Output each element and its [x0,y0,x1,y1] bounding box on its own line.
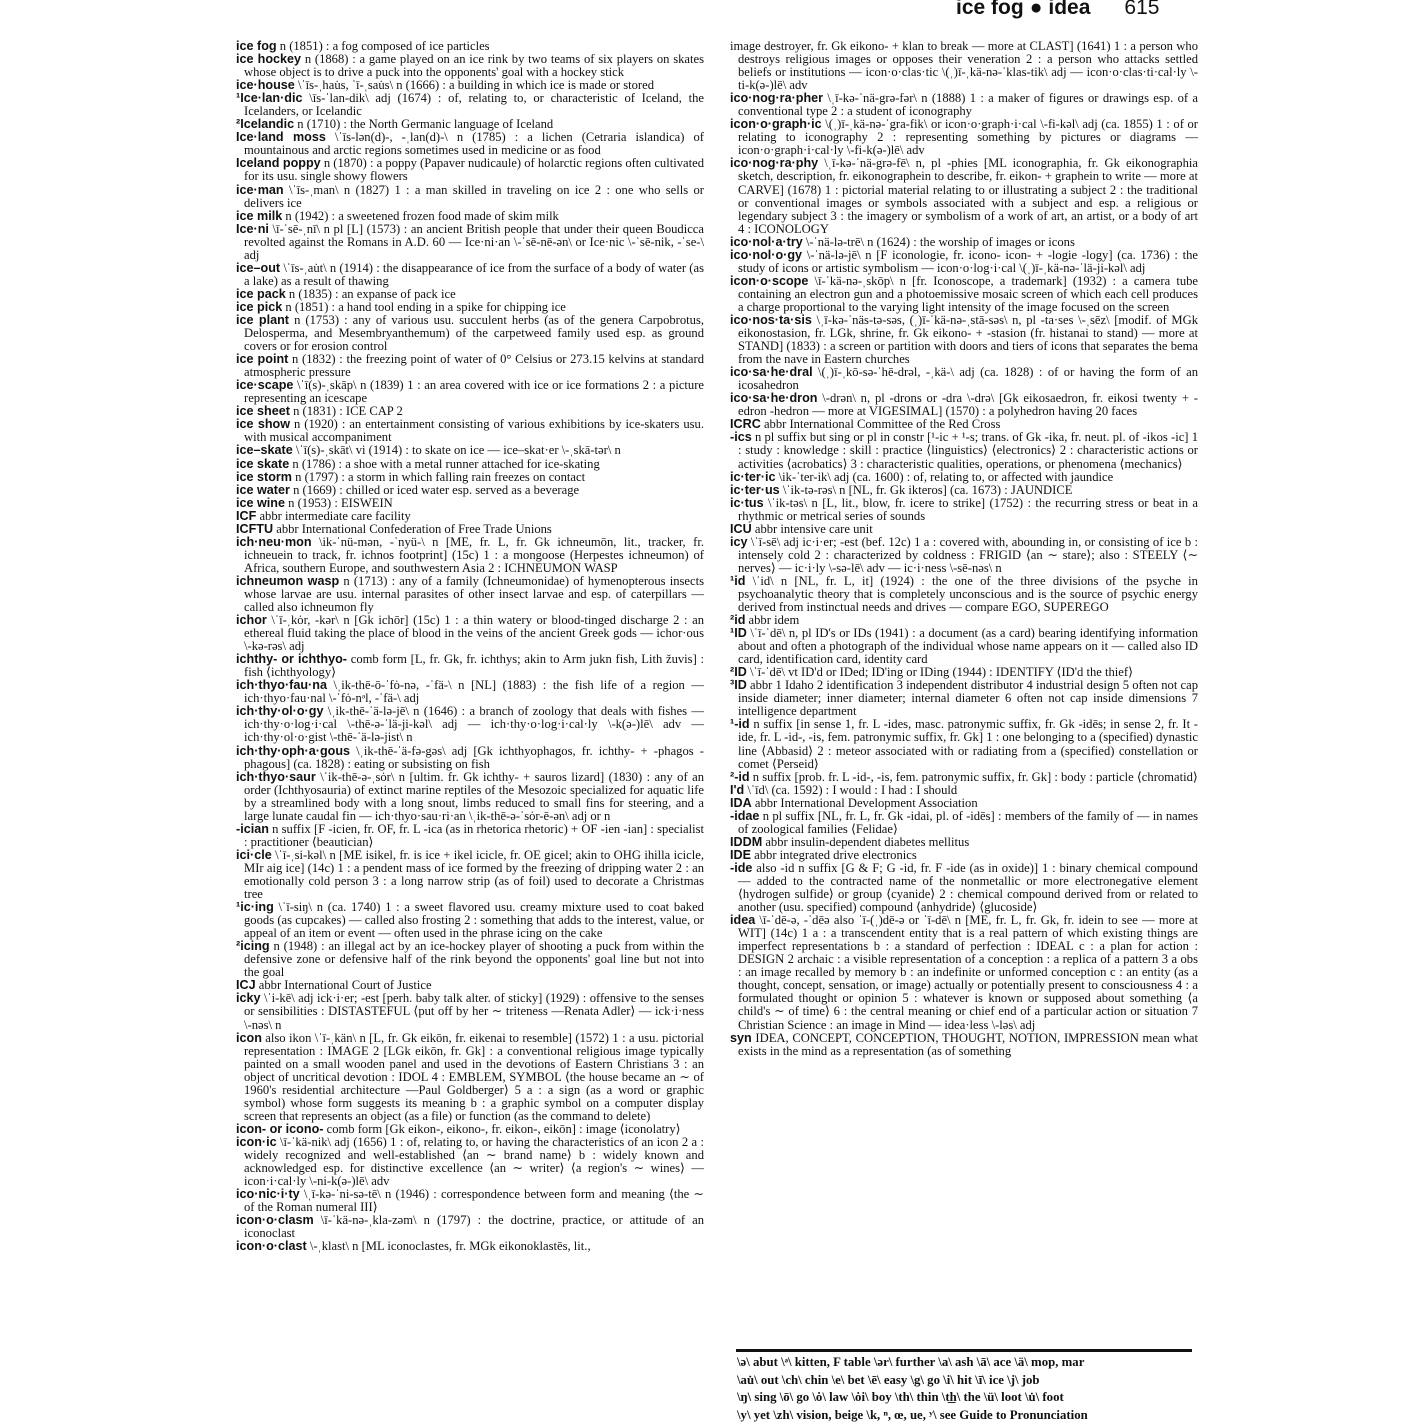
definition-text: n (1713) : any of a family (Ichneumonidae) of hymenopterous insects whose larvae are usu. internal parasites of other insect larvae and esp. of caterpillars — called also ichneumon fly [244,574,704,614]
definition-text: \ˈī-ˈdē\ n, pl ID's or IDs (1941) : a document (as a card) bearing identifying information about and often a photograph of the individual whose name appears on it — called also ID card, identification card, identity card [738,626,1198,666]
key-line: \au̇\ out \ch\ chin \e\ bet \ē\ easy \g\ go \i\ hit \ī\ ice \j\ job [737,1372,1193,1390]
dictionary-entry [730,92,1198,118]
dictionary-entry [730,497,1198,523]
headword: icon·o·clast [236,1239,307,1253]
definition-text: \ī-ˈkä-nə-ˌkla-zəm\ n (1797) : the doctrine, practice, or attitude of an iconoclast [244,1213,704,1240]
headword: ice wine [236,496,285,510]
headword: ³ID [730,678,747,692]
dictionary-entry [730,718,1198,770]
headword: ice skate [236,457,289,471]
dictionary-entry [236,940,704,979]
headword: icon- or icono- [236,1122,323,1136]
dictionary-entry [236,849,704,901]
definition-text: n (1786) : a shoe with a metal runner attached for ice-skating [292,457,599,471]
headword: I'd [730,783,744,797]
headword: ²Icelandic [236,117,294,131]
headword: icky [236,991,261,1005]
headword: ice hockey [236,52,301,66]
definition-text: \ik-ˈter-ik\ adj (ca. 1600) : of, relating to, or affected with jaundice [779,470,1114,484]
headword: ic·tus [730,496,764,510]
definition-text: \ˌik-thē-ō-ˈfȯ-nə, -ˈfä-\ n [NL] (1883) : the fish life of a region — ich·thyo·fau·nal \-ˈfȯ-nᵊl, -ˈfä-\ adj [244,678,704,705]
headword: ice storm [236,470,292,484]
dictionary-entry [730,810,1198,836]
dictionary-entry [730,431,1198,470]
headword: ic·ter·us [730,483,780,497]
dictionary-entry [730,275,1198,314]
definition-text: IDEA, CONCEPT, CONCEPTION, THOUGHT, NOTION, IMPRESSION mean what exists in the mind as a representation (as of something [738,1031,1198,1058]
definition-text: n (1831) : ICE CAP 2 [293,404,403,418]
dictionary-entry [236,262,704,288]
dictionary-entry [236,536,704,575]
dictionary-entry [730,914,1198,1031]
dictionary-entry [236,184,704,210]
headword: ²ID [730,665,747,679]
definition-text: n (1832) : the freezing point of water of 0° Celsius or 273.15 kelvins at standard atmospheric pressure [244,352,704,379]
definition-text: \ˈī(s)-ˌskāt\ vi (1914) : to skate on ice — ice–skat·er \-ˌskā-tər\ n [296,443,621,457]
headword: ice water [236,483,290,497]
headword: ICF [236,509,256,523]
dictionary-entry [236,614,704,653]
headword: ico·nos·ta·sis [730,313,812,327]
headword: -ide [730,861,752,875]
dictionary-entry [730,249,1198,275]
headword: Ice·ni [236,222,269,236]
headword: ich·neu·mon [236,535,312,549]
headword: idea [730,913,755,927]
definition-text: abbr 1 Idaho 2 identification 3 independent distributor 4 industrial design 5 often not cap inside diameter; inner diameter; internal diameter 6 often not cap inside dimensions 7 intelligence department [738,678,1198,718]
definition-text: \ˌī-kə-ˈnä-grə-fər\ n (1888) 1 : a maker of figures or drawings esp. of a conventional type 2 : a student of iconography [738,91,1198,118]
dictionary-entry [730,679,1198,718]
running-head [956,0,1159,20]
headword: ICU [730,522,752,536]
headword: ice pick [236,300,282,314]
definition-text: \ˈik-thē-ə-ˌsȯr\ n [ultim. fr. Gk ichthy- + sauros lizard] (1830) : any of an order (Ichthyosauria) of extinct marine reptiles of the Mesozoic specialized for aquatic life by a streamlined body with a long snout, limbs reduced to small fins for steering, and a large lunate caudal fin — ich·thyo·sau·ri·an \ˌik-thē-ə-ˈsȯr-ē-ən\ adj or n [244,770,704,823]
dictionary-entry [730,862,1198,914]
headword: IDE [730,848,751,862]
definition-text: \ˈik-tə-rəs\ n [NL, fr. Gk ikteros] (ca. 1673) : JAUNDICE [783,483,1073,497]
definition-text: \-drən\ n, pl -drons or -dra \-drə\ [Gk eikosaedron, fr. eikosi twenty + -edron -hedron — more at VIGESIMAL] (1570) : a polyhedron having 20 faces [738,391,1198,418]
headword: ice sheet [236,404,290,418]
headword: ice fog [236,39,277,53]
page-number: 615 [1124,0,1159,19]
definition-text: abbr International Confederation of Free Trade Unions [276,522,552,536]
dictionary-entry [236,745,704,771]
definition-text: n (1753) : any of various usu. succulent herbs (as of the genera Carpobrotus, Delosperma, and Mesembryanthemum) of the carpetweed family used esp. as ground covers or for erosion control [244,313,704,353]
definition-text: \ˈī-siŋ\ n (ca. 1740) 1 : a sweet flavored usu. creamy mixture used to coat baked goods (as cupcakes) — called also frosting 2 : something that adds to the interest, value, or appeal of an item or event — often used in the phrase icing on the cake [244,900,704,940]
headword: ice·man [236,183,284,197]
dictionary-entry [730,118,1198,157]
definition-text: \ˈī(s)-ˌskāp\ n (1839) 1 : an area covered with ice or ice formations 2 : a picture representing an icescape [244,378,704,405]
headword: ichneumon wasp [236,574,339,588]
dictionary-entry [236,575,704,614]
definition-text: \ik-ˈnü-mən, -ˈnyü-\ n [ME, fr. L, fr. Gk ichneumōn, lit., tracker, fr. ichneuein to track, fr. ichnos footprint] (15c) 1 : a mongoose (Herpestes ichneumon) of Africa, southern Europe, and southwestern Asia 2 : ICHNEUMON WASP [244,535,704,575]
definition-text: \ˈīs-ˌhau̇s, ˈī-ˌsau̇s\ n (1666) : a building in which ice is made or stored [298,78,654,92]
headword: ici·cle [236,848,272,862]
definition-text: \ˈī-ˌsi-kəl\ n [ME isikel, fr. is ice + ikel icicle, fr. OE gicel; akin to OHG ihilla icicle, MIr aig ice] (14c) 1 : a pendent mass of ice formed by the freezing of dripping water 2 : an emotionally cold person 3 : a long narrow strip (as of foil) used to decorate a Christmas tree [244,848,704,901]
definition-text: also ikon \ˈī-ˌkän\ n [L, fr. Gk eikōn, fr. eikenai to resemble] (1572) 1 : a usu. pictorial representation : IMAGE 2 [LGk eikōn, fr. Gk] : a conventional religious image typically painted on a small wooden panel and used in the devotions of Eastern Christians 3 : an object of uncritical devotion : IDOL 4 : EMBLEM, SYMBOL ⟨the house became an ∼ of 1960's residential architecture —Paul Goldberger⟩ 5 a : a sign (as a word or graphic symbol) whose form suggests its meaning b : a graphic symbol on a computer display screen that represents an object (as a file) or function (as the command to delete) [244,1031,704,1123]
dictionary-entry [236,1136,704,1188]
definition-text: n suffix [F -icien, fr. OF, fr. L -ica (as in rhetorica rhetoric) + OF -ien -ian] : specialist : practitioner ⟨beautician⟩ [244,822,704,849]
headword: ice–skate [236,443,293,457]
headword: ico·nol·a·try [730,235,803,249]
definition-text: n (1942) : a sweetened frozen food made of skim milk [285,209,558,223]
dictionary-entry [236,53,704,79]
headword: ¹ID [730,626,747,640]
definition-text: n (1835) : an expanse of pack ice [289,287,456,301]
headword: icon·ic [236,1135,277,1149]
key-line: \ə\ abut \ᵊ\ kitten, F table \ər\ further \a\ ash \ā\ ace \ä\ mop, mar [737,1354,1193,1372]
definition-text: \-ˌklast\ n [ML iconoclastes, fr. MGk eikonoklastēs, lit., [310,1239,591,1253]
headword: ice–out [236,261,280,275]
headword: Iceland poppy [236,156,321,170]
headword: ico·nol·o·gy [730,248,802,262]
dictionary-entry [236,705,704,744]
definition-text: \ˈīd\ (ca. 1592) : I would : I had : I should [747,783,957,797]
definition-text: n pl suffix [NL, fr. L, fr. Gk -idai, pl. of -idēs] : members of the family of — in names of zoological families ⟨Felidae⟩ [738,809,1198,836]
definition-text: \ˈī-sē\ adj ic·i·er; -est (bef. 12c) 1 a : covered with, abounding in, or consisting of ice b : intensely cold 2 : characterized by coldness : FRIGID ⟨an ∼ stare⟩; also : STEELY ⟨∼ nerves⟩ — ic·i·ly \-sə-lē\ adv — ic·i·ness \-sē-nəs\ n [738,535,1198,575]
definition-text: n (1948) : an illegal act by an ice-hockey player of shooting a puck from within the defensive zone or defensive half of the rink beyond the opponents' goal line but not into the goal [244,939,704,979]
headword: ¹-id [730,717,750,731]
headword: ²-id [730,770,750,784]
dictionary-entry [236,418,704,444]
definition-text: n suffix [in sense 1, fr. L -ides, masc. patronymic suffix, fr. Gk -idēs; in sense 2, fr. It -ide, fr. L -id-, -is, fem. patronymic suffix, fr. Gk] 1 : one belonging to a (specified) dynastic line ⟨Abbasid⟩ 2 : meteor associated with or radiating from a (specified) constellation or comet ⟨Perseid⟩ [738,717,1198,770]
headword: ICRC [730,417,761,431]
headword: ²id [730,613,745,627]
dictionary-entry [236,679,704,705]
headword: ico·sa·he·dron [730,391,817,405]
definition-text: \ˌik-thē-ˈä-lə-jē\ n (1646) : a branch of zoology that deals with fishes — ich·thy·o·log·i·cal \-thē-ə-ˈlä-ji-kəl\ adj — ich·thy·o·log·i·cal·ly \-k(ə-)lē\ adv — ich·thy·ol·o·gist \-thē-ˈä-lə-jist\ n [244,704,704,744]
definition-text: abbr International Committee of the Red Cross [764,417,1000,431]
definition-text: comb form [L, fr. Gk, fr. ichthys; akin to Arm jukn fish, Lith žuvis] : fish ⟨ichthyology⟩ [244,652,704,679]
headword: IDA [730,796,752,810]
dictionary-entry [730,40,1198,92]
definition-text: \(ˌ)ī-ˌkä-nə-ˈgra-fik\ or icon·o·graph·i·cal \-fi-kəl\ adj (ca. 1855) 1 : of or relating to iconography 2 : representing something by pictures or diagrams — icon·o·graph·i·cal·ly \-fi-k(ə-)lē\ adv [738,117,1198,157]
headword: ice point [236,352,288,366]
definition-text: abbr International Court of Justice [259,978,432,992]
definition-text: \ˌik-thē-ˈä-fə-gəs\ adj [Gk ichthyophagos, fr. ichthy- + -phagos -phagous] (ca. 1828) : eating or subsisting on fish [244,744,704,771]
headword: ico·nog·ra·pher [730,91,823,105]
definition-text: n (1868) : a game played on an ice rink by two teams of six players on skates whose object is to drive a puck into the opponents' goal with a hockey stick [244,52,704,79]
headword: Ice·land moss [236,130,326,144]
definition-text: n (1851) : a hand tool ending in a spike for chipping ice [285,300,566,314]
dictionary-entry [730,392,1198,418]
definition-text: \ī-ˈsē-ˌnī\ n pl [L] (1573) : an ancient British people that under their queen Boudicca revolted against the Romans in A.D. 60 — Ice·ni·an \-ˈsē-nē-ən\ or Ice·nic \-ˈsē-nik, -ˈse-\ adj [244,222,704,262]
headword: ¹ic·ing [236,900,274,914]
definition-text: \-ˈnä-lə-jē\ n [F iconologie, fr. icono- icon- + -logie -logy] (ca. 1736) : the study of icons or artistic symbolism — icon·o·log·i·cal \(ˌ)ī-ˌkä-nə-ˈlä-ji-kəl\ adj [738,248,1198,275]
pronunciation-key-rule [736,1349,1192,1352]
definition-text: n (1669) : chilled or iced water esp. served as a beverage [293,483,579,497]
dictionary-entry [730,314,1198,366]
headword: ico·nic·i·ty [236,1187,300,1201]
dictionary-entry [730,1032,1198,1058]
headword: icon [236,1031,262,1045]
key-line: \ŋ\ sing \ō\ go \ȯ\ law \ȯi\ boy \th\ thin \t͟h\ the \ü\ loot \u̇\ foot [737,1389,1193,1407]
headword: icon·o·clasm [236,1213,314,1227]
dictionary-entry [236,992,704,1031]
headword: icy [730,535,748,549]
pronunciation-key [737,1354,1193,1424]
headword: ice·house [236,78,295,92]
dictionary-entry [730,157,1198,235]
definition-text: \ī-ˈdē-ə, -ˈdēə also ˈī-(ˌ)dē-ə or ˈī-dē\ n [ME, fr. L, fr. Gk, fr. idein to see — more at WIT] (14c) 1 a : a transcendent entity that is a real pattern of which existing things are imperfect representations b : a standard of perfection : IDEAL c : a plan for action : DESIGN 2 archaic : a visible representation of a conception : a replica of a pattern 3 a obs : an image recalled by memory b : an indefinite or unformed conception c : an entity (as a thought, concept, sensation, or image) actually or potentially present to consciousness 4 : a formulated thought or opinion 5 : whatever is known or supposed about something ⟨a child's ∼ of time⟩ 6 : the central meaning or chief end of a particular action or situation 7 Christian Science : an image in Mind — idea·less \-ləs\ adj [738,913,1198,1031]
dictionary-entry [730,536,1198,575]
definition-text: abbr insulin-dependent diabetes mellitus [765,835,969,849]
dictionary-entry [730,366,1198,392]
definition-text: abbr intensive care unit [755,522,873,536]
dictionary-entry [730,575,1198,614]
definition-text: n (1797) : a storm in which falling rain freezes on contact [295,470,585,484]
headword: ich·thyo·saur [236,770,316,784]
headword: ico·sa·he·dral [730,365,813,379]
definition-text: abbr integrated drive electronics [754,848,917,862]
headword: ice plant [236,313,289,327]
definition-text: \ˈīs-lən(d)-, -ˌlan(d)-\ n (1785) : a lichen (Cetraria islandica) of mountainous and arctic regions sometimes used in medicine or as food [244,130,704,157]
dictionary-entry [236,92,704,118]
guide-word-last: idea [1048,0,1090,19]
dictionary-entry [236,314,704,353]
definition-text: \ˈīs-ˌman\ n (1827) 1 : a man skilled in traveling on ice 2 : one who sells or delivers ice [244,183,704,210]
definition-text: n pl suffix but sing or pl in constr [¹-ic + ¹-s; trans. of Gk -ika, fr. neut. pl. of -ikos -ic] 1 : study : knowledge : skill : practice ⟨linguistics⟩ ⟨electronics⟩ 2 : characteristic actions or activities ⟨acrobatics⟩ 3 : characteristic qualities, operations, or phenomena ⟨mechanics⟩ [738,430,1198,470]
headword: ichor [236,613,267,627]
headword: ich·thyo·fau·na [236,678,327,692]
headword: ICJ [236,978,256,992]
definition-text: \ī-ˈkä-nə-ˌskōp\ n [fr. Iconoscope, a trademark] (1932) : a camera tube containing an electron gun and a photoemissive mosaic screen of which each cell produces a charge proportional to the varying light intensity of the image focused on the screen [738,274,1198,314]
headword: ichthy- or ichthyo- [236,652,347,666]
headword: icon·o·scope [730,274,808,288]
key-line: \y\ yet \zh\ vision, beige \k, ⁿ, œ, ue, ʸ\ see Guide to Pronunciation [737,1407,1193,1424]
dictionary-entry [236,1214,704,1240]
headword: ich·thy·ol·o·gy [236,704,323,718]
dictionary-entry [236,901,704,940]
definition-text: \ˈid\ n [NL, fr. L, it] (1924) : the one of the three divisions of the psyche in psychoanalytic theory that is completely unconscious and is the source of psychic energy derived from instinctual needs and drives — compare EGO, SUPEREGO [738,574,1198,614]
left-column [236,40,704,1253]
dictionary-entry [730,627,1198,666]
headword: icon·o·graph·ic [730,117,822,131]
definition-text: \(ˌ)ī-ˌkō-sə-ˈhē-drəl, -ˌkä-\ adj (ca. 1828) : of or having the form of an icosahedron [738,365,1198,392]
headword: ice show [236,417,290,431]
headword: ice·scape [236,378,293,392]
definition-text: \ˈī-ˌkȯr, -kər\ n [Gk ichōr] (15c) 1 : a thin watery or blood-tinged discharge 2 : an ethereal fluid taking the place of blood in the veins of the ancient Greek gods — ichor·ous \-kə-rəs\ adj [244,613,704,653]
dictionary-entry [236,1032,704,1123]
dictionary-entry [236,653,704,679]
definition-text: image destroyer, fr. Gk eikono- + klan to break — more at CLAST] (1641) 1 : a person who destroys religious images or opposes their veneration 2 : a person who attacks settled beliefs or institutions — icon·o·clas·tic \(ˌ)ī-ˌkä-nə-ˈklas-tik\ adj — icon·o·clas·ti·cal·ly \-ti-k(ə-)lē\ adv [730,39,1198,92]
headword: ic·ter·ic [730,470,776,484]
headword: ¹id [730,574,745,588]
headword: ¹Ice·lan·dic [236,91,302,105]
definition-text: \-ˈnä-lə-trē\ n (1624) : the worship of images or icons [806,235,1075,249]
definition-text: abbr intermediate care facility [259,509,410,523]
definition-text: abbr International Development Association [755,796,978,810]
headword: ico·nog·ra·phy [730,156,818,170]
guide-word-first: ice fog [956,0,1024,19]
definition-text: n suffix [prob. fr. L -id-, -is, fem. patronymic suffix, fr. Gk] : body : particle ⟨chromatid⟩ [753,770,1198,784]
definition-text: \ˈīs-ˌau̇t\ n (1914) : the disappearance of ice from the surface of a body of water (as a lake) as a result of thawing [244,261,704,288]
definition-text: n (1851) : a fog composed of ice particles [280,39,490,53]
headword: ICFTU [236,522,273,536]
dictionary-entry [236,131,704,157]
dictionary-entry [236,379,704,405]
dictionary-entry [236,823,704,849]
definition-text: \ˈik-təs\ n [L, lit., blow, fr. icere to strike] (1752) : the recurring stress or beat in a rhythmic or metrical series of sounds [738,496,1198,523]
dictionary-entry [236,353,704,379]
definition-text: \ˌī-kə-ˈnäs-tə-səs, (ˌ)ī-ˈkä-nə-ˌstā-səs\ n, pl -ta·ses \-ˌsēz\ [modif. of MGk eikonostasion, fr. LGk, shrine, fr. Gk eikono- + -stasion (fr. histanai to stand) — more at STAND] (1833) : a screen or partition with doors and tiers of icons that separates the bema from the nave in Eastern churches [738,313,1198,366]
definition-text: n (1953) : EISWEIN [288,496,393,510]
definition-text: \īs-ˈlan-dik\ adj (1674) : of, relating to, or characteristic of Iceland, the Icelanders, or Icelandic [244,91,704,118]
definition-text: \ˌī-kə-ˈni-sə-tē\ n (1946) : correspondence between form and meaning ⟨the ∼ of the Roman numeral III⟩ [244,1187,704,1214]
definition-text: n (1710) : the North Germanic language of Iceland [297,117,553,131]
headword: -ician [236,822,269,836]
headword: IDDM [730,835,762,849]
dictionary-entry [236,1240,704,1253]
dictionary-entry [236,1188,704,1214]
definition-text: n (1920) : an entertainment consisting of various exhibitions by ice-skaters usu. with musical accompaniment [244,417,704,444]
definition-text: also -id n suffix [G & F; G -id, fr. F -ide (as in oxide)] 1 : binary chemical compound — added to the contracted name of the nonmetallic or more electronegative element ⟨hydrogen sulfide⟩ or group ⟨cyanide⟩ 2 : chemical compound derived from or related to another (usu. specified) compound ⟨anhydride⟩ ⟨glucoside⟩ [738,861,1198,914]
definition-text: \ˈī-ˈdē\ vt ID'd or IDed; ID'ing or IDing (1944) : IDENTIFY ⟨ID'd the thief⟩ [750,665,1133,679]
headword: ²icing [236,939,270,953]
headword: ich·thy·oph·a·gous [236,744,350,758]
bullet-separator: ● [1030,0,1043,19]
definition-text: \ˈi-kē\ adj ick·i·er; -est [perh. baby talk alter. of sticky] (1929) : offensive to the senses or sensibilities : DISTASTEFUL ⟨put off by her ∼ triteness —Renata Adler⟩ — ick·i·ness \-nəs\ n [244,991,704,1031]
dictionary-entry [236,771,704,823]
headword: -ics [730,430,752,444]
definition-text: abbr idem [749,613,800,627]
headword: ice milk [236,209,282,223]
right-column [730,40,1198,1058]
definition-text: comb form [Gk eikon-, eikono-, fr. eikon-, eikōn] : image ⟨iconolatry⟩ [327,1122,681,1136]
definition-text: \ī-ˈkä-nik\ adj (1656) 1 : of, relating to, or having the characteristics of an icon 2 a : widely recognized and well-established ⟨an ∼ brand name⟩ b : widely known and acknowledged esp. for distinctive excellence ⟨an ∼ writer⟩ ⟨a region's ∼ wines⟩ — icon·i·cal·ly \-ni-k(ə-)lē\ adv [244,1135,704,1188]
headword: ice pack [236,287,286,301]
definition-text: n (1870) : a poppy (Papaver nudicaule) of holarctic regions often cultivated for its usu. single showy flowers [244,156,704,183]
definition-text: \ˌī-kə-ˈnä-grə-fē\ n, pl -phies [ML iconographia, fr. Gk eikonographia sketch, description, fr. eikonographein to describe, fr. eikon- + graphein to write — more at CARVE] (1678) 1 : pictorial material relating to or illustrating a subject 2 : the traditional or conventional images or symbols associated with a subject and esp. a religious or legendary subject 3 : the imagery or symbolism of a work of art, an artist, or a body of art 4 : ICONOLOGY [738,156,1198,235]
headword: syn [730,1031,752,1045]
headword: -idae [730,809,759,823]
dictionary-entry [236,223,704,262]
dictionary-entry [236,157,704,183]
